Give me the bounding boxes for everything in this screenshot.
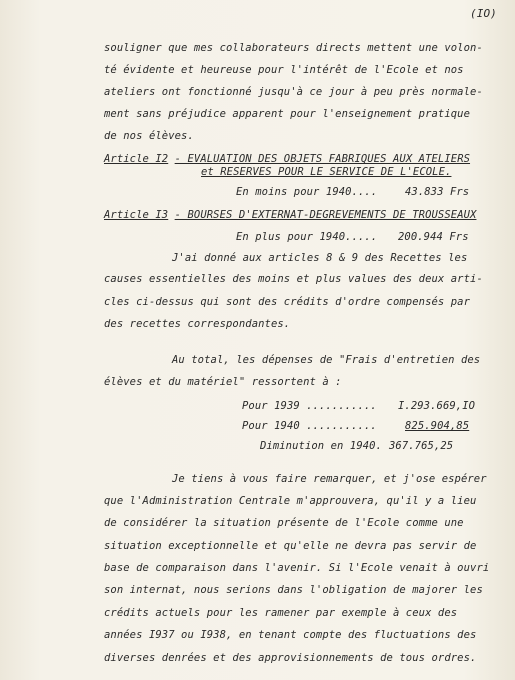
text-line: de considérer la situation présente de l'Ecole comme une <box>104 517 464 529</box>
text-line: Au total, les dépenses de "Frais d'entretien des <box>172 354 481 366</box>
text-line: causes essentielles des moins et plus values des deux arti- <box>104 273 483 285</box>
text-line: situation exceptionnelle et qu'elle ne devra pas servir de <box>104 540 477 552</box>
text-line: élèves et du matériel" ressortent à : <box>104 376 342 388</box>
text-line: de nos élèves. <box>104 130 194 142</box>
article-12-amount: 43.833 Frs <box>405 186 470 198</box>
total-label-1939: Pour 1939 ........... <box>242 400 377 412</box>
article-12-label: Article I2 <box>104 153 169 165</box>
diminution-label: Diminution en 1940. <box>260 440 383 452</box>
article-13-amount: 200.944 Frs <box>398 231 469 243</box>
text-line: souligner que mes collaborateurs directs mettent une volon- <box>104 42 483 54</box>
total-label-1940: Pour 1940 ........... <box>242 420 377 432</box>
article-13-amount-label: En plus pour 1940..... <box>236 231 378 243</box>
diminution-value: 367.765,25 <box>389 440 454 452</box>
text-line: son internat, nous serions dans l'obligation de majorer les <box>104 584 483 596</box>
article-12-title-1: - EVALUATION DES OBJETS FABRIQUES AUX ATELIERS <box>174 153 471 165</box>
article-13-label: Article I3 <box>104 209 169 221</box>
page-number: (IO) <box>470 7 497 20</box>
text-line: diverses denrées et des approvisionnements de tous ordres. <box>104 652 477 664</box>
text-line: Je tiens à vous faire remarquer, et j'ose espérer <box>172 473 487 485</box>
text-line: des recettes correspondantes. <box>104 318 291 330</box>
text-line: ateliers ont fonctionné jusqu'à ce jour à peu près normale- <box>104 86 483 98</box>
article-13-heading <box>104 209 476 221</box>
text-line: base de comparaison dans l'avenir. Si l'Ecole venait à ouvri <box>104 562 490 574</box>
article-12-amount-label: En moins pour 1940.... <box>236 186 378 198</box>
article-13-title-1: - BOURSES D'EXTERNAT-DEGREVEMENTS DE TROUSSEAUX <box>174 209 477 221</box>
article-12-title-2: et RESERVES POUR LE SERVICE DE L'ECOLE. <box>201 166 452 178</box>
text-line: ment sans préjudice apparent pour l'enseignement pratique <box>104 108 471 120</box>
total-value-1940: 825.904,85 <box>405 420 470 432</box>
text-line: cles ci-dessus qui sont des crédits d'ordre compensés par <box>104 296 471 308</box>
text-line: crédits actuels pour les ramener par exemple à ceux des <box>104 607 458 619</box>
text-line: J'ai donné aux articles 8 & 9 des Recettes les <box>172 252 468 264</box>
article-12-heading <box>104 153 470 165</box>
text-line: que l'Administration Centrale m'approuvera, qu'il y a lieu <box>104 495 477 507</box>
text-line: années I937 ou I938, en tenant compte des fluctuations des <box>104 629 477 641</box>
text-line: té évidente et heureuse pour l'intérêt de l'Ecole et nos <box>104 64 464 76</box>
total-value-1939: I.293.669,IO <box>398 400 476 412</box>
